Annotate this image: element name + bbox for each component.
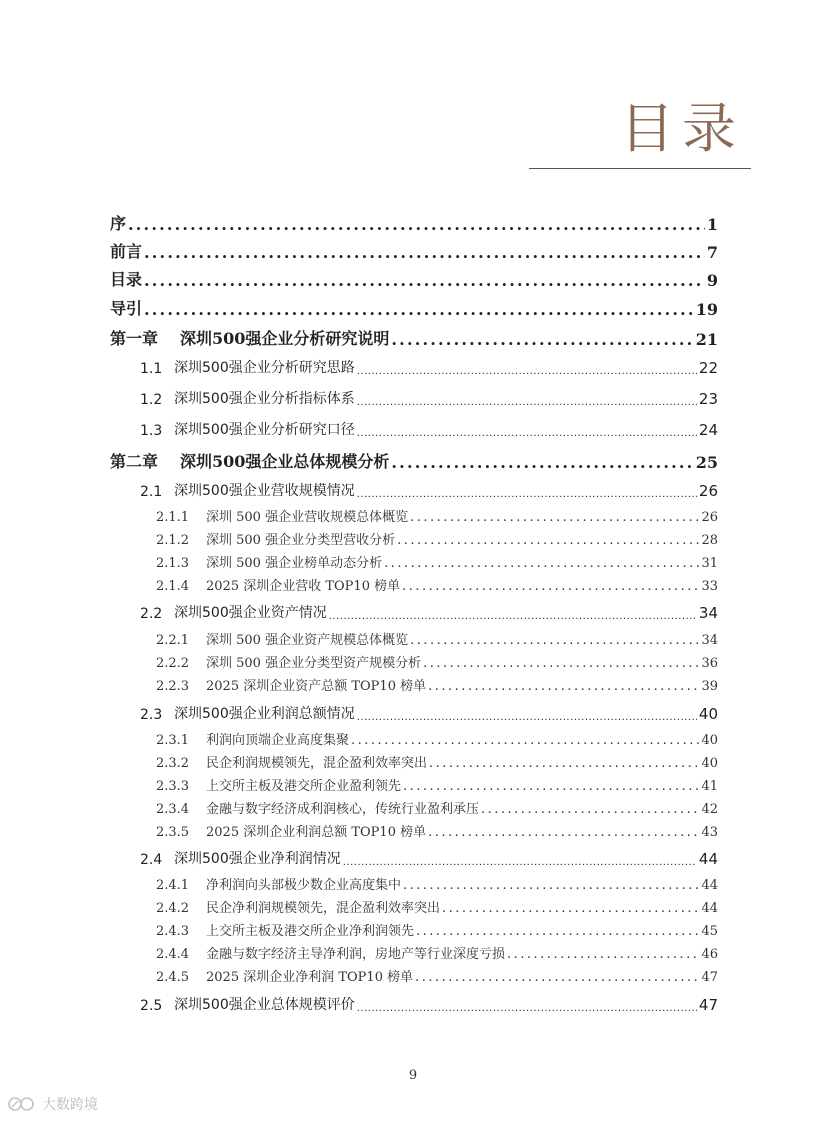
toc-entry-page: 7 [706,243,718,262]
dot-leader [329,608,697,622]
toc-entry-number: 2.2.2 [156,656,190,671]
dot-leader [442,903,699,916]
toc-entry-page: 1 [706,215,718,234]
dot-leader [402,581,699,594]
toc-entry-number: 2.3.2 [156,756,190,771]
toc-entry-number: 2.4.2 [156,901,190,916]
toc-entry-label: 2025 深圳企业净利润 TOP10 榜单 [206,970,414,985]
toc-entry-page: 39 [701,679,718,694]
toc-entry-number: 第一章 [110,329,159,348]
toc-entry-label: 深圳 500 强企业分类型营收分析 [206,533,396,548]
toc-entry-label: 金融与数字经济成利润核心，传统行业盈利承压 [206,802,480,817]
dot-leader [343,854,697,868]
toc-entry-page: 34 [698,604,718,622]
toc-entry-page: 36 [701,656,718,671]
dot-leader [357,425,697,439]
toc-entry-2-3-5[interactable] [156,822,718,840]
toc-entry-number: 2.2.3 [156,679,190,694]
dot-leader [357,363,697,377]
toc-entry-page: 26 [701,510,718,525]
toc-entry-2-1[interactable] [140,480,718,500]
toc-entry-page: 43 [701,825,718,840]
page-number: 9 [408,1068,418,1083]
toc-entry-1-3[interactable] [140,419,718,439]
toc-entry-page: 26 [698,482,718,500]
dot-leader [428,827,699,840]
toc-entry-page: 41 [701,779,718,794]
toc-entry-page: 25 [695,453,718,472]
toc-entry-preface[interactable] [110,212,718,234]
toc-entry-2-1-4[interactable] [156,576,718,594]
toc-entry-number: 2.2 [140,606,163,622]
toc-entry-label: 深圳 500 强企业营收规模总体概览 [206,510,409,525]
toc-entry-2-4-5[interactable] [156,967,718,985]
toc-entry-2-3[interactable] [140,703,718,723]
toc-entry-number: 2.3.3 [156,779,190,794]
toc-entry-label: 上交所主板及港交所企业盈利领先 [206,779,402,794]
toc-entry-label: 序 [110,214,127,233]
toc-entry-page: 45 [701,924,718,939]
toc-entry-label: 深圳500强企业分析指标体系 [174,391,355,407]
toc-entry-page: 9 [706,271,718,290]
toc-entry-page: 24 [698,421,718,439]
toc-entry-2-1-3[interactable] [156,553,718,571]
toc-entry-label: 深圳500强企业利润总额情况 [174,706,355,722]
toc-entry-page: 44 [698,850,718,868]
toc-entry-page: 19 [695,300,718,319]
toc-entry-chapter-1[interactable] [110,327,718,349]
toc-entry-label: 深圳500强企业资产情况 [174,605,327,621]
toc-entry-contents[interactable] [110,268,718,290]
toc-entry-label: 深圳500强企业总体规模分析 [180,452,390,471]
dot-leader [128,218,705,234]
toc-entry-page: 40 [701,733,718,748]
toc-entry-label: 深圳500强企业分析研究说明 [180,329,390,348]
toc-entry-2-4[interactable] [140,848,718,868]
toc-entry-label: 深圳 500 强企业分类型资产规模分析 [206,656,422,671]
dot-leader [415,972,699,985]
toc-entry-number: 第二章 [110,452,159,471]
dot-leader [410,635,699,648]
dot-leader [403,880,699,893]
toc-entry-2-2-1[interactable] [156,630,718,648]
toc-entry-label: 上交所主板及港交所企业净利润领先 [206,924,415,939]
toc-entry-number: 2.5 [140,998,163,1014]
toc-entry-page: 42 [701,802,718,817]
toc-entry-number: 2.3.1 [156,733,190,748]
toc-entry-number: 1.3 [140,423,163,439]
toc-entry-2-4-3[interactable] [156,921,718,939]
toc-entry-label: 2025 深圳企业利润总额 TOP10 榜单 [206,825,427,840]
toc-entry-page: 23 [698,390,718,408]
toc-entry-number: 2.4.3 [156,924,190,939]
dot-leader [144,246,705,262]
toc-entry-label: 深圳 500 强企业资产规模总体概览 [206,633,409,648]
toc-entry-number: 1.1 [140,361,163,377]
dot-leader [429,758,699,771]
toc-entry-label: 民企净利润规模领先，混企盈利效率突出 [206,901,441,916]
toc-entry-label: 利润向顶端企业高度集聚 [206,733,350,748]
toc-entry-page: 22 [698,359,718,377]
toc-entry-label: 深圳500强企业总体规模评价 [174,997,355,1013]
toc-entry-page: 47 [698,996,718,1014]
dot-leader [410,512,699,525]
toc-entry-2-1-2[interactable] [156,530,718,548]
toc-entry-number: 2.1.3 [156,556,190,571]
toc-entry-2-3-4[interactable] [156,799,718,817]
toc-entry-number: 2.4 [140,852,163,868]
toc-entry-2-4-4[interactable] [156,944,718,962]
toc-entry-label: 深圳 500 强企业榜单动态分析 [206,556,383,571]
watermark-logo-icon [8,1096,38,1112]
toc-entry-label: 深圳500强企业净利润情况 [174,851,341,867]
toc-entry-2-3-3[interactable] [156,776,718,794]
toc-entry-2-4-2[interactable] [156,898,718,916]
toc-entry-2-2-2[interactable] [156,653,718,671]
dot-leader [357,486,697,500]
toc-entry-1-1[interactable] [140,357,718,377]
toc-entry-number: 2.4.5 [156,970,190,985]
toc-entry-2-1-1[interactable] [156,507,718,525]
toc-entry-page: 40 [701,756,718,771]
toc-entry-page: 33 [701,579,718,594]
dot-leader [428,681,699,694]
dot-leader [397,535,699,548]
toc-entry-page: 21 [695,330,718,349]
dot-leader [384,558,699,571]
dot-leader [391,456,693,472]
dot-leader [357,709,697,723]
dot-leader [403,781,699,794]
toc-entry-2-5[interactable] [140,994,718,1014]
dot-leader [481,804,699,817]
toc-entry-label: 深圳500强企业分析研究口径 [174,422,355,438]
watermark-text: 大数跨境 [42,1097,98,1113]
toc-entry-2-3-1[interactable] [156,730,718,748]
toc-entry-label: 民企利润规模领先，混企盈利效率突出 [206,756,428,771]
toc-entry-2-2[interactable] [140,602,718,622]
toc-entry-page: 44 [701,878,718,893]
toc-entry-label: 前言 [110,242,143,261]
toc-entry-number: 2.2.1 [156,633,190,648]
toc-entry-number: 2.3 [140,707,163,723]
watermark [8,1094,98,1114]
toc-entry-page: 28 [701,533,718,548]
toc-entry-chapter-2[interactable] [110,450,718,472]
toc-entry-label: 2025 深圳企业资产总额 TOP10 榜单 [206,679,427,694]
toc-entry-2-2-3[interactable] [156,676,718,694]
toc-entry-number: 2.1 [140,484,163,500]
toc-entry-page: 34 [701,633,718,648]
toc-entry-1-2[interactable] [140,388,718,408]
dot-leader [416,926,699,939]
toc-entry-page: 31 [701,556,718,571]
dot-leader [507,949,699,962]
toc-entry-label: 2025 深圳企业营收 TOP10 榜单 [206,579,401,594]
toc-entry-page: 47 [701,970,718,985]
toc-entry-page: 40 [698,705,718,723]
toc-entry-2-4-1[interactable] [156,875,718,893]
toc-entry-2-3-2[interactable] [156,753,718,771]
toc-entry-foreword[interactable] [110,240,718,262]
toc-entry-number: 2.1.2 [156,533,190,548]
toc-entry-number: 2.4.1 [156,878,190,893]
dot-leader [391,333,693,349]
toc-entry-label: 深圳500强企业营收规模情况 [174,483,355,499]
dot-leader [423,658,699,671]
toc-entry-label: 导引 [110,299,143,318]
dot-leader [357,1000,697,1014]
toc-entry-number: 2.3.4 [156,802,190,817]
dot-leader [357,394,697,408]
dot-leader [144,303,694,319]
toc-entry-label: 净利润向头部极少数企业高度集中 [206,878,402,893]
dot-leader [351,735,699,748]
toc-entry-label: 金融与数字经济主导净利润，房地产等行业深度亏损 [206,947,506,962]
toc-entry-label: 深圳500强企业分析研究思路 [174,360,355,376]
toc-entry-number: 2.3.5 [156,825,190,840]
toc-entry-number: 2.4.4 [156,947,190,962]
page-title: 目录 [620,97,744,160]
toc-entry-page: 44 [701,901,718,916]
dot-leader [144,274,705,290]
toc-entry-number: 1.2 [140,392,163,408]
toc-entry-label: 目录 [110,270,143,289]
toc-entry-page: 46 [701,947,718,962]
toc-entry-guide[interactable] [110,297,718,319]
toc-entry-number: 2.1.4 [156,579,190,594]
toc-entry-number: 2.1.1 [156,510,190,525]
